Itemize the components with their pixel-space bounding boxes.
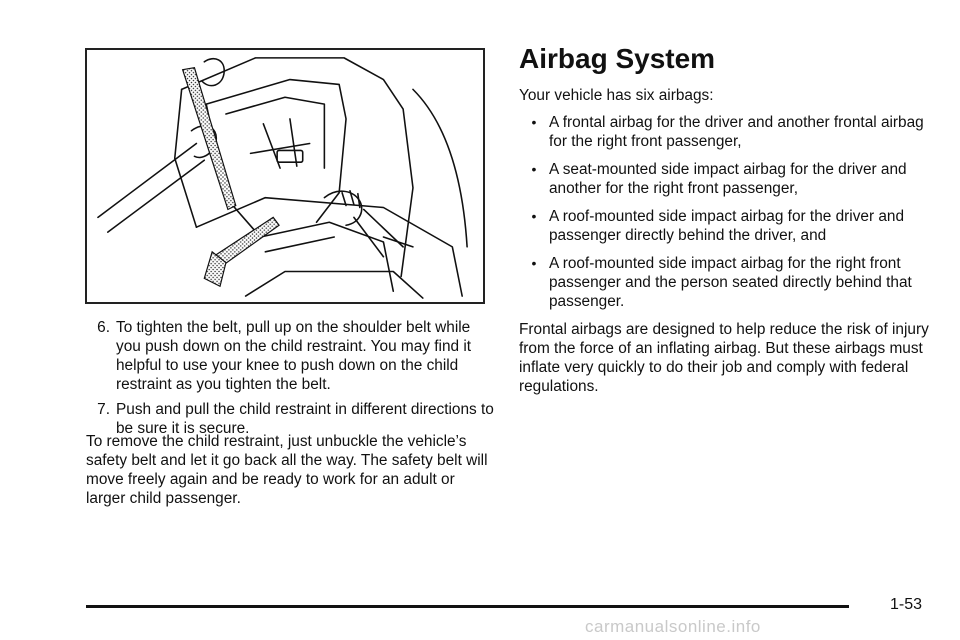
list-item [519, 113, 931, 151]
step-number: 6. [97, 319, 110, 336]
list-item [519, 207, 931, 245]
frontal-airbag-paragraph: Frontal airbags are designed to help reduce the risk of injury from the force of an inflating airbag. But these airbags must inflate very quickly to do their job and comply with federal regulations. [519, 321, 929, 395]
watermark: carmanualsonline.info [585, 617, 761, 636]
bullet-icon: • [531, 114, 537, 130]
step-text: Push and pull the child restraint in different directions to be sure it is secure. [116, 401, 494, 437]
instruction-steps [86, 318, 494, 444]
bullet-icon: • [531, 208, 537, 224]
list-item-text: A roof-mounted side impact airbag for the right front passenger and the person seated directly behind that passenger. [549, 255, 912, 310]
airbag-list [519, 113, 931, 311]
bullet-icon: • [531, 161, 537, 177]
bullet-icon: • [531, 255, 537, 271]
child-seat-illustration [85, 48, 485, 304]
list-item-text: A roof-mounted side impact airbag for the driver and passenger directly behind the driver, and [549, 208, 905, 244]
intro-text: Your vehicle has six airbags: [519, 87, 714, 104]
list-item [519, 254, 931, 311]
list-item [519, 160, 931, 198]
step-number: 7. [97, 401, 110, 418]
list-item-text: A seat-mounted side impact airbag for the driver and another for the right front passenger, [549, 161, 907, 197]
step-item [86, 318, 494, 394]
section-heading: Airbag System [519, 43, 716, 74]
remove-restraint-paragraph: To remove the child restraint, just unbuckle the vehicle’s safety belt and let it go back all the way. The safety belt will move freely again and be ready to work for an adult or larger child passenger. [86, 433, 488, 507]
list-item-text: A frontal airbag for the driver and another frontal airbag for the right front passenger, [549, 114, 924, 150]
page-number: 1-53 [890, 596, 923, 613]
child-seat-installation-illustration-icon [87, 50, 483, 302]
step-text: To tighten the belt, pull up on the shoulder belt while you push down on the child restraint. You may find it helpful to use your knee to push down on the child restraint as you tighten the belt. [116, 319, 472, 393]
airbag-section [519, 42, 931, 396]
footer-rule [86, 605, 849, 608]
